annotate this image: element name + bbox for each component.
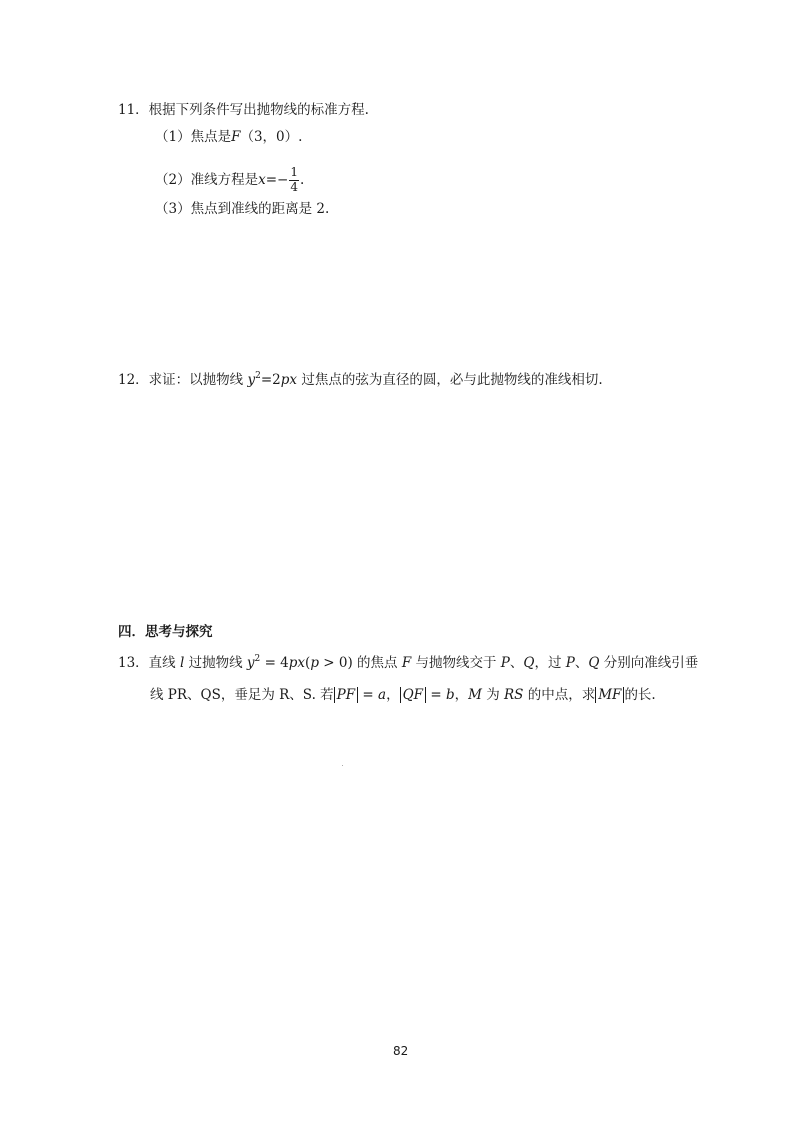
q13-F: F — [401, 655, 412, 671]
q12-prefix: 12．求证：以抛物线 — [118, 372, 248, 388]
q13-sep2: 、 — [574, 655, 589, 671]
q13-Q: Q — [523, 655, 535, 671]
q13-text-4: ，过 — [534, 655, 566, 671]
q13-QF: QF — [402, 687, 424, 703]
q13-text-1: 过抛物线 — [184, 655, 247, 671]
q13-MF: MF — [598, 687, 622, 703]
q13-sep: 、 — [509, 655, 524, 671]
q12-rest: 过焦点的弦为直径的圆，必与此抛物线的准线相切. — [297, 372, 603, 388]
part-1-prefix: （1）焦点是 — [155, 129, 232, 145]
q13-gt0: > 0) — [318, 655, 353, 671]
focus-symbol: F — [231, 129, 241, 145]
q13-PF: PF — [336, 687, 356, 703]
q13-text-5: 分别向准线引垂 — [599, 655, 699, 671]
scan-speck — [342, 765, 343, 766]
q13-text-2: 的焦点 — [352, 655, 402, 671]
focus-coordinates: （3，0）. — [240, 129, 303, 145]
question-11-title: 11．根据下列条件写出抛物线的标准方程. — [118, 102, 369, 118]
q13-Q2: Q — [588, 655, 600, 671]
q13-eq-b: = — [426, 687, 446, 703]
q13-P2: P — [565, 655, 575, 671]
abs-PF — [334, 687, 358, 703]
q13-b: b — [445, 687, 455, 703]
q13-P: P — [500, 655, 510, 671]
line-l: l — [179, 655, 185, 671]
q13-equals: = 4 — [260, 655, 289, 671]
variable-x: x — [258, 171, 266, 188]
question-13-line-1 — [118, 654, 699, 671]
q12-exponent: 2 — [255, 371, 261, 381]
q13-text-9: 的长. — [624, 687, 656, 703]
fraction-numerator: 1 — [290, 165, 298, 179]
q13-p: p — [310, 655, 319, 671]
q13-a: a — [378, 687, 387, 703]
q13-text-7: 为 — [481, 687, 505, 703]
q13-M: M — [468, 687, 482, 703]
fraction-one-quarter — [289, 166, 299, 195]
equals-minus: =− — [265, 171, 289, 188]
part-2-prefix: （2）准线方程是 — [155, 171, 259, 188]
question-11-part-1 — [155, 131, 302, 145]
question-11-part-2 — [155, 166, 304, 195]
q13-prefix: 13．直线 — [118, 655, 180, 671]
q12-y: y — [247, 372, 256, 388]
q13-eq-a: = — [358, 687, 379, 703]
q13-comma: ， — [386, 687, 400, 703]
q12-px: px — [280, 372, 298, 388]
q12-equals: =2 — [260, 372, 281, 388]
q13-px: px — [288, 655, 306, 671]
q13-RS: RS — [504, 687, 524, 703]
abs-QF — [400, 687, 426, 703]
q13-line2-prefix: 线 PR、QS，垂足为 R、S. 若 — [150, 687, 334, 703]
section-heading: 四．思考与探究 — [118, 624, 213, 640]
fraction-denominator: 4 — [290, 179, 298, 194]
q13-y: y — [246, 655, 255, 671]
abs-MF — [595, 687, 624, 703]
period: . — [299, 171, 305, 188]
q13-text-6: ， — [454, 687, 469, 703]
q13-text-8: 的中点，求 — [523, 687, 596, 703]
question-12 — [118, 371, 603, 388]
question-11-part-3: （3）焦点到准线的距离是 2. — [155, 201, 330, 217]
q13-paren: ( — [305, 655, 311, 671]
q13-text-3: 与抛物线交于 — [411, 655, 501, 671]
question-13-line-2 — [150, 689, 656, 703]
page-number: 82 — [393, 1044, 409, 1058]
q13-exponent: 2 — [254, 654, 261, 664]
